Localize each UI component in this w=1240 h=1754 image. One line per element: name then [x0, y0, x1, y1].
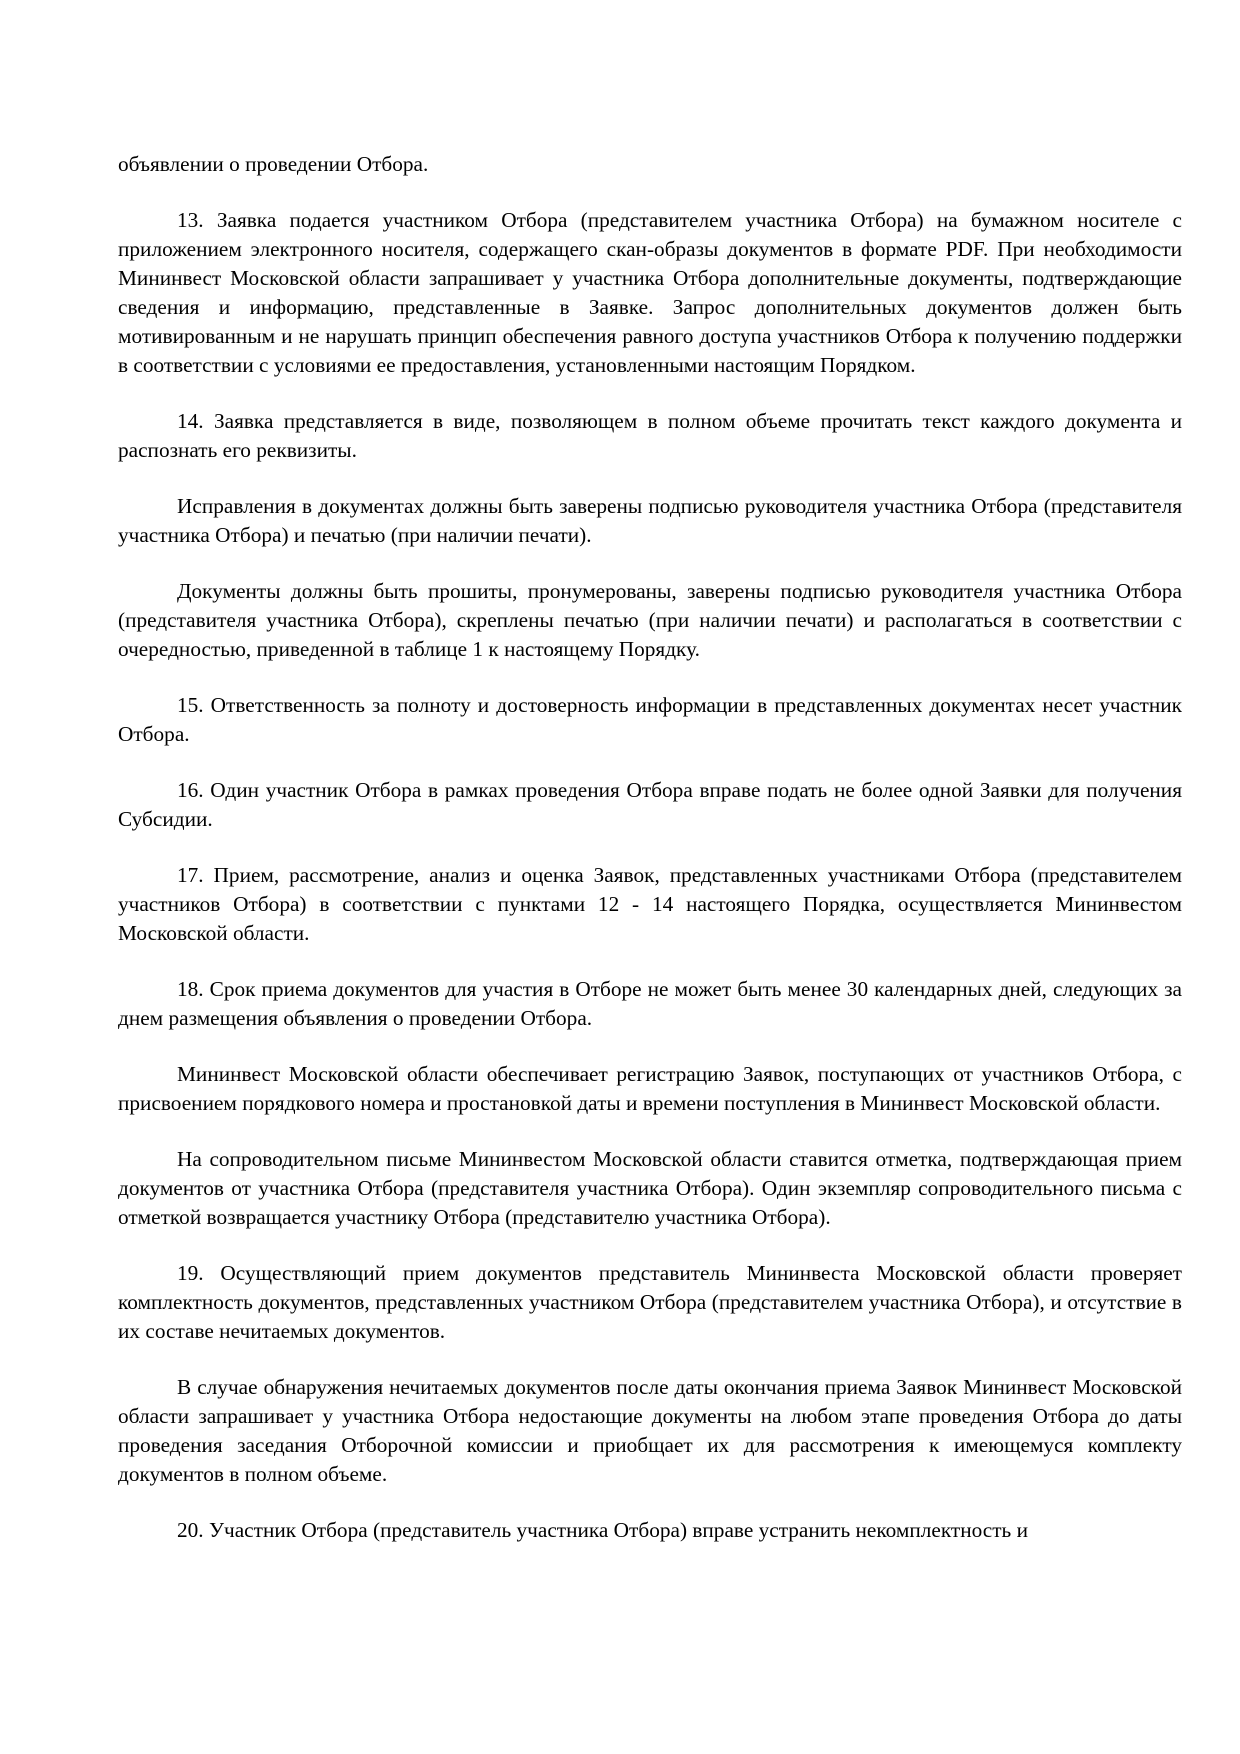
paragraph-19-unreadable: В случае обнаружения нечитаемых документов после даты окончания приема Заявок Мининвест Московской области запрашивает у участника Отбора недостающие документы на любом этапе проведения Отбора до даты проведения заседания Отборочной комиссии и приобщает их для рассмотрения к имеющемуся комплекту документов в полном объеме. [118, 1375, 1182, 1486]
paragraph-17: 17. Прием, рассмотрение, анализ и оценка Заявок, представленных участниками Отбора (представителем участников Отбора) в соответствии с пунктами 12 - 14 настоящего Порядка, осуществляется Мининвестом Московской области. [118, 863, 1182, 945]
paragraph-18: 18. Срок приема документов для участия в Отборе не может быть менее 30 календарных дней, следующих за днем размещения объявления о проведении Отбора. [118, 977, 1182, 1030]
paragraph-14-documents: Документы должны быть прошиты, пронумерованы, заверены подписью руководителя участника Отбора (представителя участника Отбора), скреплены печатью (при наличии печати) и располагаться в соответствии с очередностью, приведенной в таблице 1 к настоящему Порядку. [118, 579, 1182, 661]
paragraph-18-cover-letter: На сопроводительном письме Мининвестом Московской области ставится отметка, подтверждающая прием документов от участника Отбора (представителя участника Отбора). Один экземпляр сопроводительного письма с отметкой возвращается участнику Отбора (представителю участника Отбора). [118, 1147, 1182, 1229]
paragraph-continuation: объявлении о проведении Отбора. [118, 152, 429, 176]
paragraph-16: 16. Один участник Отбора в рамках проведения Отбора вправе подать не более одной Заявки для получения Субсидии. [118, 778, 1182, 831]
paragraph-13: 13. Заявка подается участником Отбора (представителем участника Отбора) на бумажном носителе с приложением электронного носителя, содержащего скан-образы документов в формате PDF. При необходимости Мининвест Московской области запрашивает у участника Отбора дополнительные документы, подтверждающие сведения и информацию, представленные в Заявке. Запрос дополнительных документов должен быть мотивированным и не нарушать принцип обеспечения равного доступа участников Отбора к получению поддержки в соответствии с условиями ее предоставления, установленными настоящим Порядком. [118, 208, 1182, 377]
paragraph-20: 20. Участник Отбора (представитель участника Отбора) вправе устранить некомплектность и [177, 1518, 1028, 1542]
paragraph-15: 15. Ответственность за полноту и достоверность информации в представленных документах несет участник Отбора. [118, 693, 1182, 746]
paragraph-19: 19. Осуществляющий прием документов представитель Мининвеста Московской области проверяет комплектность документов, представленных участником Отбора (представителем участника Отбора), и отсутствие в их составе нечитаемых документов. [118, 1261, 1182, 1343]
paragraph-18-registration: Мининвест Московской области обеспечивает регистрацию Заявок, поступающих от участников Отбора, с присвоением порядкового номера и простановкой даты и времени поступления в Мининвест Московской области. [118, 1062, 1182, 1115]
document-page [118, 150, 1182, 1572]
paragraph-14-corrections: Исправления в документах должны быть заверены подписью руководителя участника Отбора (представителя участника Отбора) и печатью (при наличии печати). [118, 494, 1182, 547]
paragraph-14: 14. Заявка представляется в виде, позволяющем в полном объеме прочитать текст каждого документа и распознать его реквизиты. [118, 409, 1182, 462]
